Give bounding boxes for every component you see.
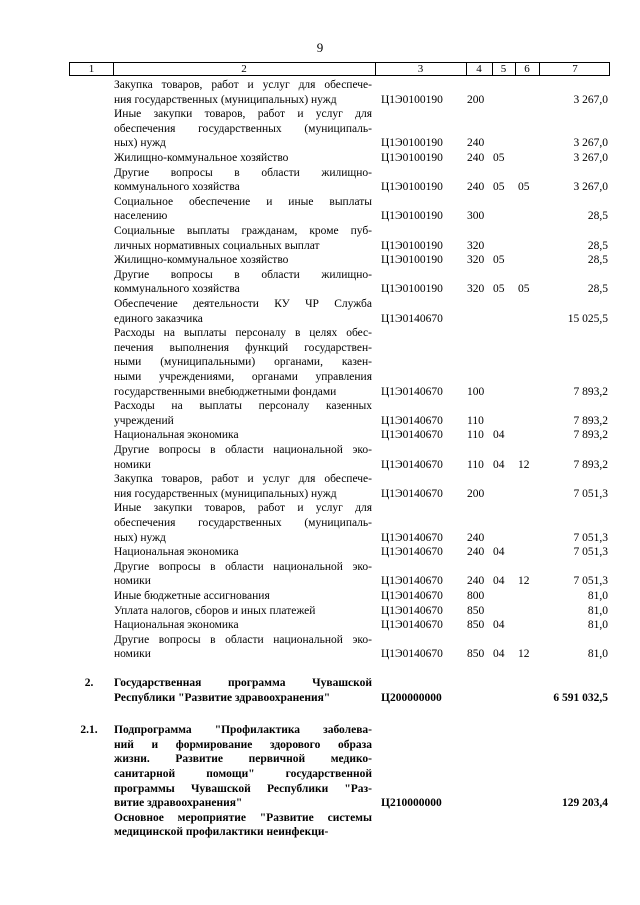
budget-code: Ц1Э0140670 (381, 414, 443, 427)
amount: 81,0 (587, 648, 608, 661)
budget-code: Ц1Э0140670 (381, 487, 443, 500)
amount: 7 051,3 (573, 546, 608, 559)
expense-type: 110 (467, 414, 484, 427)
description-line: Национальная экономика (114, 429, 239, 442)
expense-type: 850 (467, 604, 485, 617)
budget-code: Ц1Э0140670 (381, 648, 443, 661)
section: 04 (493, 458, 505, 471)
row-description (114, 399, 372, 428)
row-description (114, 633, 372, 662)
budget-code: Ц1Э0140670 (381, 429, 443, 442)
description-line: санитарной помощи" государственной (114, 767, 372, 780)
budget-code: Ц200000000 (381, 691, 442, 704)
description-line: Обеспечение деятельности КУ ЧР Служба (114, 298, 372, 310)
budget-code: Ц1Э0140670 (381, 604, 443, 617)
description-line: обеспечения государственных (муниципаль- (114, 122, 372, 135)
description-line: Подпрограмма "Профилактика заболева- (114, 724, 372, 737)
description-line: Другие вопросы в области национальной эко- (114, 560, 372, 573)
table-row (0, 560, 640, 589)
expense-type: 240 (467, 181, 485, 194)
subsection: 12 (518, 648, 530, 661)
description-line: номики (114, 458, 151, 471)
section: 04 (493, 648, 505, 661)
subsection: 12 (518, 458, 530, 471)
description-line: Расходы на выплаты персоналу в целях обес- (114, 327, 372, 340)
description-line: Основное мероприятие "Развитие системы (114, 811, 372, 824)
amount: 3 267,0 (573, 181, 608, 194)
description-line: обеспечения государственных (муниципаль- (114, 516, 372, 529)
table-row (0, 224, 640, 253)
row-description (114, 78, 372, 107)
expense-type: 300 (467, 210, 485, 223)
description-line: Другие вопросы в области жилищно- (114, 166, 372, 179)
header-col-4: 4 (476, 63, 482, 75)
row-description (114, 195, 372, 224)
table-row (0, 399, 640, 428)
budget-code: Ц1Э0100190 (381, 137, 443, 150)
table-row (0, 545, 640, 560)
description-line: Национальная экономика (114, 546, 239, 559)
table-row (0, 268, 640, 297)
description-line: ния государственных (муниципальных) нужд (114, 487, 337, 500)
description-line: программы Чувашской Республики "Раз- (114, 782, 372, 795)
table-row (0, 253, 640, 268)
row-description (114, 723, 372, 811)
expense-type: 110 (467, 458, 484, 471)
amount: 28,5 (587, 210, 608, 223)
description-line: населению (114, 210, 168, 223)
description-line: номики (114, 648, 151, 661)
description-line: Национальная экономика (114, 619, 239, 632)
amount: 7 893,2 (573, 414, 608, 427)
table-row (0, 618, 640, 633)
budget-code: Ц1Э0100190 (381, 283, 443, 296)
budget-code: Ц1Э0140670 (381, 590, 443, 602)
row-description (114, 268, 372, 297)
row-description (114, 472, 372, 501)
table-row (0, 604, 640, 619)
table-row (0, 589, 640, 604)
expense-type: 320 (467, 283, 485, 296)
table-row (0, 443, 640, 472)
description-line: коммунального хозяйства (114, 181, 240, 194)
description-line: Республики "Развитие здравоохранения" (114, 691, 331, 704)
amount: 28,5 (587, 239, 608, 252)
row-description (114, 589, 372, 604)
amount: 3 267,0 (573, 137, 608, 150)
expense-type: 850 (467, 619, 485, 632)
description-line: Социальные выплаты гражданам, кроме пуб- (114, 225, 372, 237)
row-number: 2.1. (80, 724, 98, 737)
description-line: Иные бюджетные ассигнования (114, 590, 270, 602)
subsection: 05 (518, 283, 530, 296)
description-line: ния государственных (муниципальных) нужд (114, 93, 337, 106)
section: 05 (493, 152, 505, 164)
row-description (114, 151, 372, 166)
row-description (114, 107, 372, 151)
description-line: Уплата налогов, сборов и иных платежей (114, 604, 316, 617)
budget-code: Ц1Э0140670 (381, 546, 443, 559)
row-description (114, 618, 372, 633)
amount: 81,0 (587, 619, 608, 632)
description-line: ными учреждениями, органами управления (114, 370, 372, 383)
table-row (0, 151, 640, 166)
table-row (0, 472, 640, 501)
budget-code: Ц1Э0100190 (381, 239, 443, 252)
expense-type: 320 (467, 254, 485, 267)
budget-code: Ц1Э0140670 (381, 531, 443, 544)
description-line: Другие вопросы в области национальной эко- (114, 633, 372, 646)
budget-code: Ц1Э0140670 (381, 385, 443, 398)
amount: 81,0 (587, 604, 608, 617)
description-line: ных) нужд (114, 531, 166, 544)
amount: 6 591 032,5 (553, 691, 608, 704)
row-description (114, 676, 372, 705)
row-number: 2. (84, 677, 94, 689)
budget-code: Ц1Э0100190 (381, 93, 443, 106)
amount: 15 025,5 (567, 312, 608, 325)
section: 05 (493, 254, 505, 267)
table-row (0, 297, 640, 326)
amount: 7 893,2 (573, 429, 608, 442)
table-row (0, 195, 640, 224)
table-row (0, 107, 640, 151)
description-line: Иные закупки товаров, работ и услуг для (114, 502, 372, 515)
row-description (114, 811, 372, 840)
description-line: Жилищно-коммунальное хозяйство (114, 254, 289, 267)
expense-type: 110 (467, 429, 484, 442)
row-description (114, 604, 372, 619)
subsection: 05 (518, 181, 530, 194)
expense-type: 240 (467, 575, 485, 588)
amount: 7 051,3 (573, 487, 608, 500)
budget-code: Ц1Э0100190 (381, 210, 443, 223)
header-col-6: 6 (524, 63, 530, 75)
amount: 28,5 (587, 283, 608, 296)
expense-type: 240 (467, 531, 485, 544)
description-line: коммунального хозяйства (114, 283, 240, 296)
amount: 28,5 (587, 254, 608, 267)
table-row (0, 326, 640, 399)
description-line: ных) нужд (114, 137, 166, 150)
description-line: Иные закупки товаров, работ и услуг для (114, 108, 372, 121)
amount: 3 267,0 (573, 93, 608, 106)
table-row (0, 501, 640, 545)
amount: 7 051,3 (573, 575, 608, 588)
description-line: Другие вопросы в области жилищно- (114, 268, 372, 281)
expense-type: 800 (467, 590, 485, 602)
budget-code: Ц1Э0100190 (381, 254, 443, 267)
budget-code: Ц1Э0100190 (381, 152, 443, 164)
expense-type: 320 (467, 239, 485, 252)
description-line: Закупка товаров, работ и услуг для обеспече- (114, 473, 372, 486)
description-line: единого заказчика (114, 312, 203, 325)
amount: 7 051,3 (573, 531, 608, 544)
program-row (0, 676, 640, 705)
description-line: Другие вопросы в области национальной эко- (114, 444, 372, 456)
section: 04 (493, 546, 505, 559)
program-row (0, 811, 640, 840)
description-line: печения выполнения функций государствен- (114, 341, 372, 354)
section: 04 (493, 429, 505, 442)
header-col-3: 3 (417, 63, 424, 75)
header-col-1: 1 (88, 63, 95, 75)
description-line: Государственная программа Чувашской (114, 677, 372, 689)
description-line: Закупка товаров, работ и услуг для обеспече- (114, 79, 372, 91)
table-header (69, 62, 610, 76)
description-line: ний и формирование здорового образа (114, 738, 372, 751)
description-line: медицинской профилактики неинфекци- (114, 826, 329, 839)
expense-type: 240 (467, 152, 485, 164)
budget-code: Ц1Э0140670 (381, 575, 443, 588)
amount: 3 267,0 (573, 152, 608, 164)
budget-code: Ц1Э0100190 (381, 181, 443, 194)
section: 04 (493, 575, 505, 588)
expense-type: 240 (467, 137, 485, 150)
budget-code: Ц210000000 (381, 797, 442, 810)
expense-type: 200 (467, 487, 485, 500)
subsection: 12 (518, 575, 530, 588)
description-line: Жилищно-коммунальное хозяйство (114, 152, 289, 164)
description-line: личных нормативных социальных выплат (114, 239, 320, 252)
section: 04 (493, 619, 505, 632)
row-description (114, 326, 372, 399)
header-col-2: 2 (241, 63, 247, 75)
row-description (114, 428, 372, 443)
description-line: ными (муниципальными) органами, казен- (114, 356, 372, 369)
row-description (114, 166, 372, 195)
row-description (114, 443, 372, 472)
program-row (0, 723, 640, 811)
header-col-7: 7 (572, 63, 578, 75)
expense-type: 240 (467, 546, 485, 559)
amount: 7 893,2 (573, 385, 608, 398)
description-line: витие здравоохранения" (114, 797, 243, 810)
description-line: номики (114, 575, 151, 588)
description-line: Социальное обеспечение и иные выплаты (114, 195, 372, 208)
table-row (0, 428, 640, 443)
table-row (0, 633, 640, 662)
amount: 7 893,2 (573, 458, 608, 471)
description-line: жизни. Развитие первичной медико- (114, 753, 372, 766)
row-description (114, 253, 372, 268)
budget-code: Ц1Э0140670 (381, 619, 443, 632)
table-row (0, 78, 640, 107)
description-line: государственными внебюджетными фондами (114, 385, 337, 398)
section: 05 (493, 181, 505, 194)
expense-type: 100 (467, 385, 485, 398)
row-description (114, 501, 372, 545)
amount: 129 203,4 (562, 797, 608, 810)
description-line: учреждений (114, 414, 174, 427)
header-col-5: 5 (500, 63, 507, 75)
row-description (114, 297, 372, 326)
expense-type: 850 (467, 648, 485, 661)
description-line: Расходы на выплаты персоналу казенных (114, 400, 372, 413)
row-description (114, 560, 372, 589)
amount: 81,0 (587, 590, 608, 602)
page-number: 9 (316, 40, 324, 55)
section: 05 (493, 283, 505, 296)
row-description (114, 545, 372, 560)
row-description (114, 224, 372, 253)
expense-type: 200 (467, 93, 485, 106)
budget-code: Ц1Э0140670 (381, 312, 443, 325)
budget-code: Ц1Э0140670 (381, 458, 443, 471)
table-row (0, 166, 640, 195)
